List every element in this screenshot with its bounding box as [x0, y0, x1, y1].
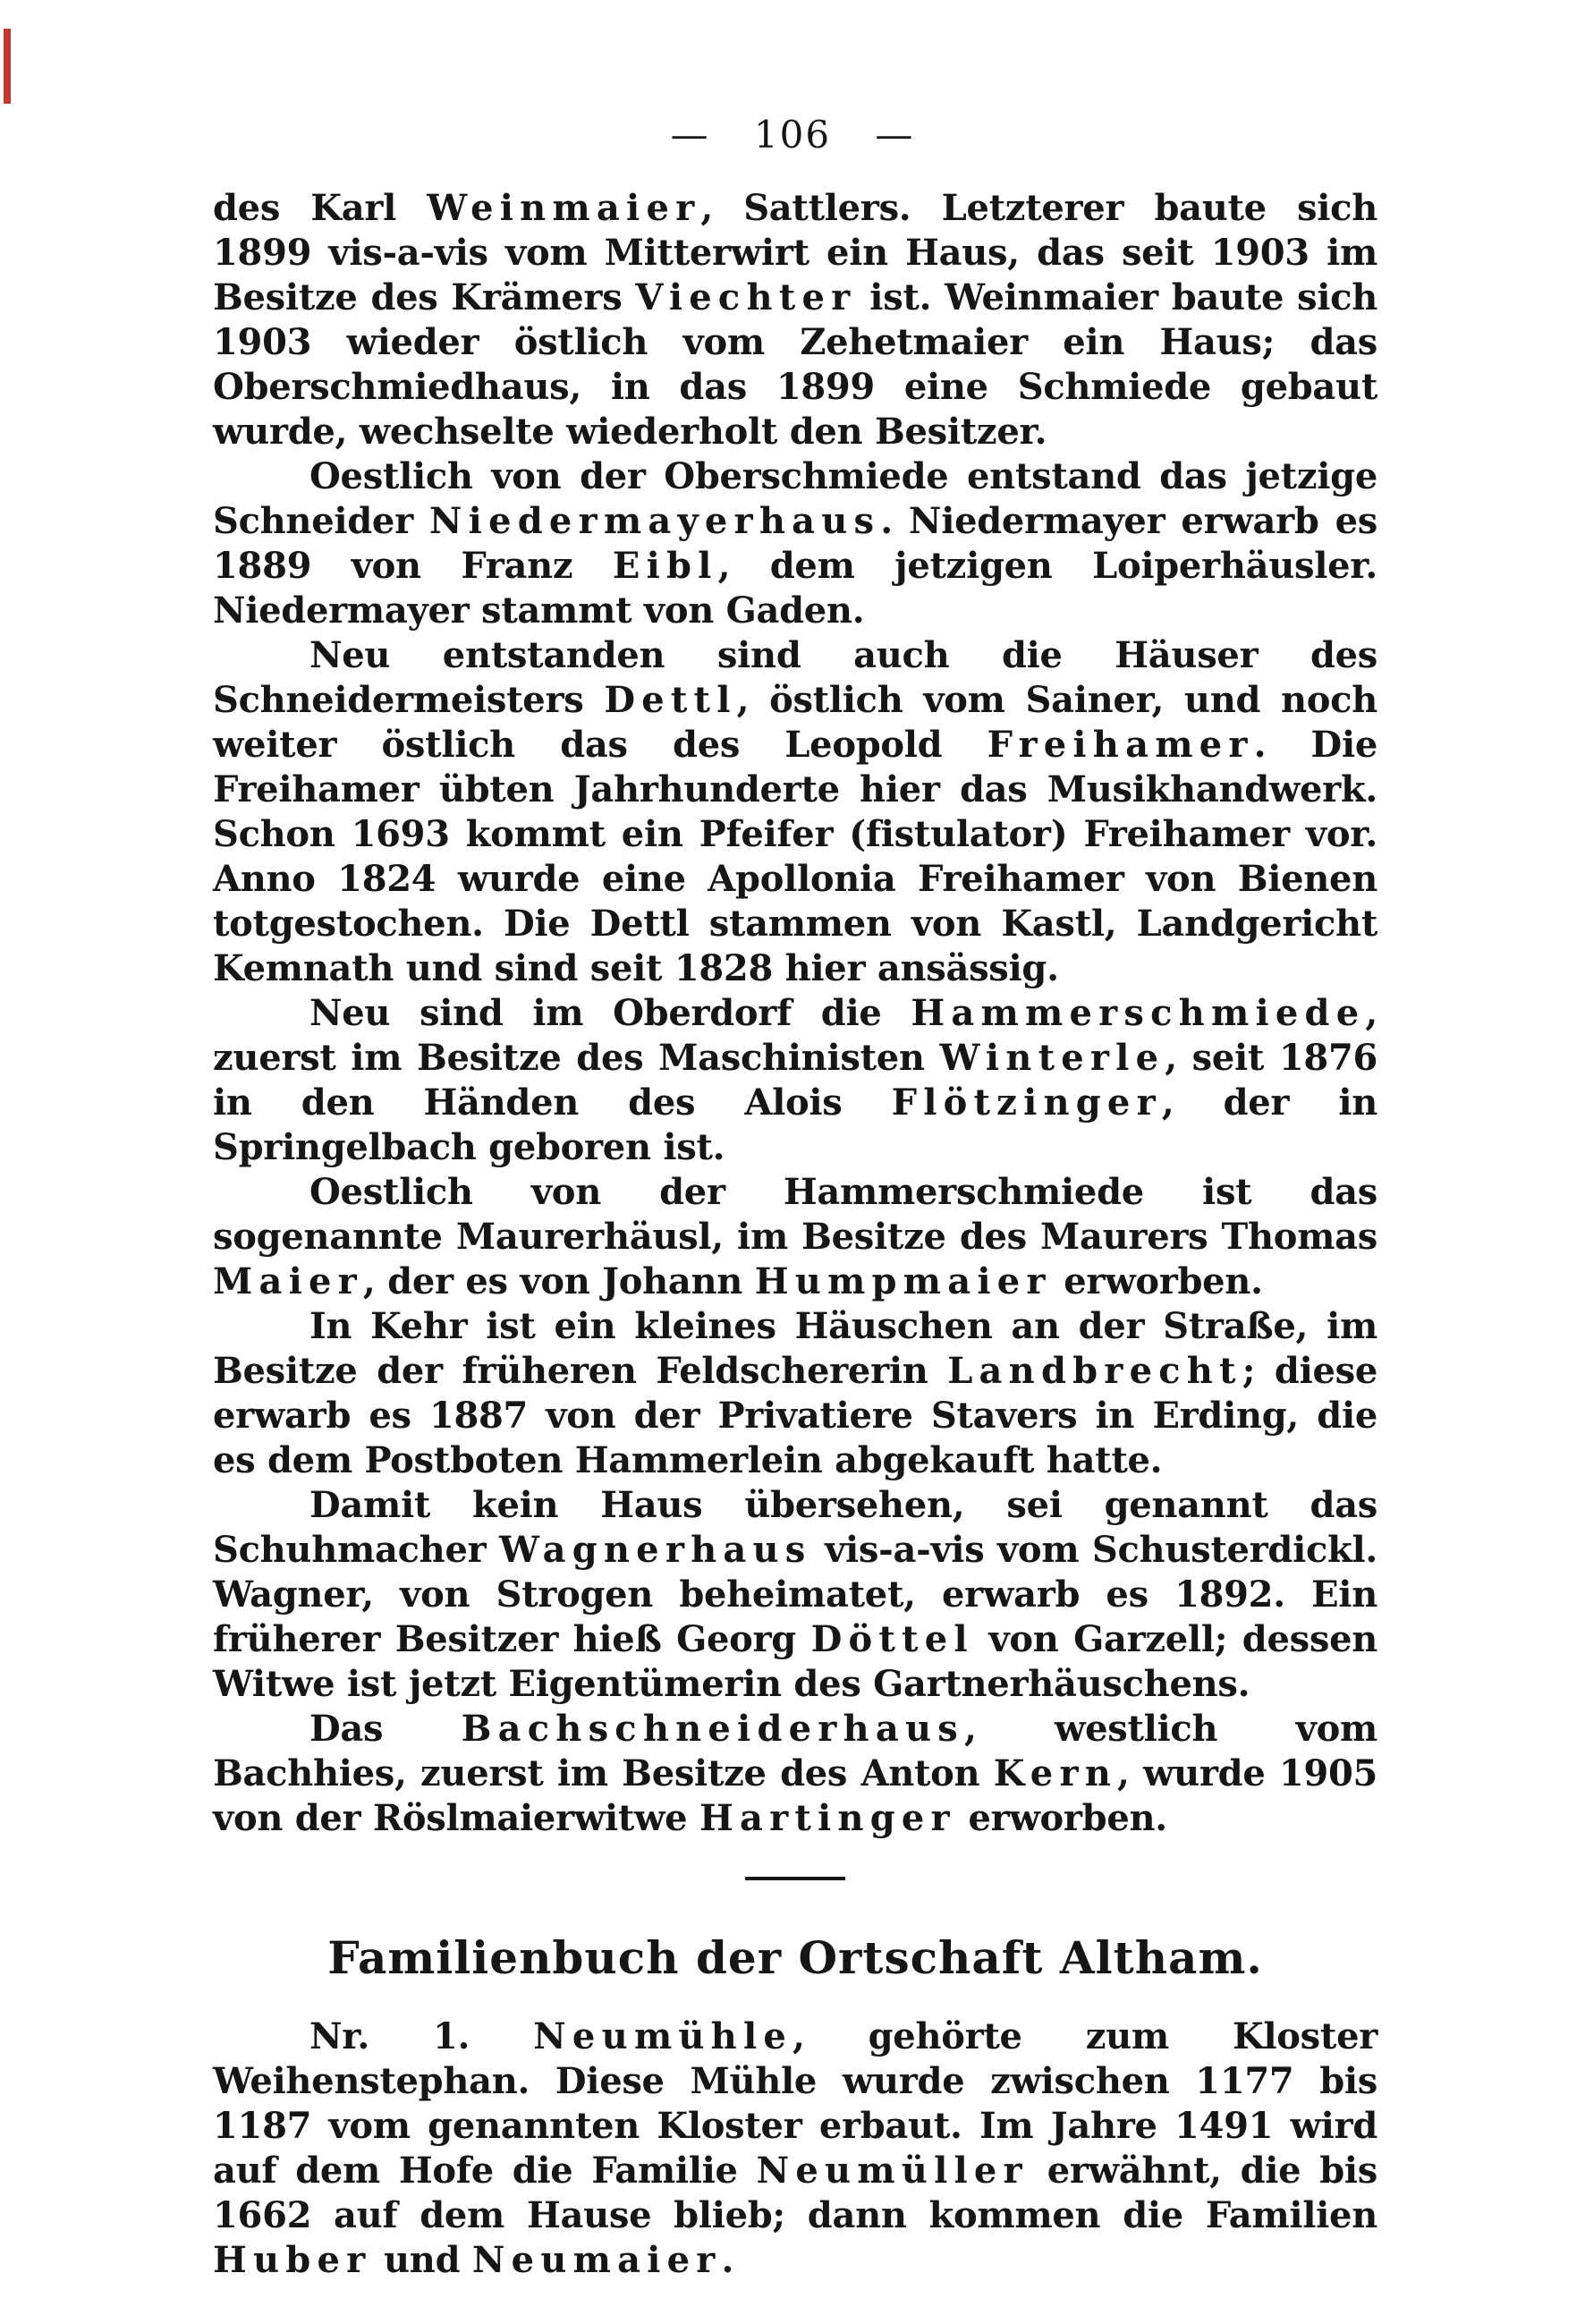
text-run: , seit 1876 in den Händen des Alois [213, 1037, 1378, 1124]
text-run: erworben. [955, 1797, 1167, 1839]
text-run: von Garzell; dessen Witwe ist jetzt Eigentümerin des Gartnerhäuschens. [213, 1618, 1377, 1705]
paragraph [213, 1483, 1377, 1707]
paragraphs-bottom [213, 2014, 1377, 2283]
spaced-name: Hartinger [699, 1797, 956, 1839]
spaced-name: Hammerschmiede [911, 992, 1366, 1034]
text-run: , Sattlers. Letzterer baute sich 1899 vis-a-vis vom Mitterwirt ein Haus, das seit 1903 im Besitze des Krämers [213, 187, 1377, 318]
spaced-name: Neumüller [756, 2150, 1029, 2192]
text-run: Oestlich von der Hammerschmiede ist das sogenannte Maurerhäusl, im Besitze des Maurers Thomas [213, 1171, 1377, 1258]
paragraph [213, 1707, 1377, 1841]
paragraph [213, 1170, 1377, 1304]
text-run: . [721, 2239, 734, 2281]
text-run: ist. Weinmaier baute sich 1903 wieder östlich vom Zehetmaier ein Haus; das Oberschmiedhaus, in das 1899 eine Schmiede gebaut wurde, wechselte wiederholt den Besitzer. [213, 276, 1377, 453]
spaced-name: Bachschneiderhaus [461, 1708, 964, 1750]
text-block [213, 186, 1377, 2283]
spaced-name: Freihamer [987, 724, 1254, 766]
text-run: erworben. [1051, 1260, 1263, 1302]
section-separator-rule [745, 1877, 845, 1880]
paragraph [213, 991, 1377, 1170]
text-run: Damit kein Haus übersehen, sei genannt das Schuhmacher [213, 1484, 1377, 1571]
text-run: , wurde 1905 von der Röslmaierwitwe [213, 1752, 1378, 1839]
text-run: , westlich vom Bachhies, zuerst im Besitze des Anton [213, 1708, 1377, 1794]
spaced-name: Weinmaier [427, 187, 701, 229]
paragraph [213, 454, 1377, 633]
spaced-name: Wagnerhaus [498, 1529, 812, 1571]
spaced-name: Humpmaier [754, 1260, 1052, 1302]
text-run: , der in Springelbach geboren ist. [213, 1081, 1378, 1168]
text-run: Neu sind im Oberdorf die [309, 992, 911, 1034]
spaced-name: Viechter [635, 276, 857, 318]
paragraph [213, 633, 1377, 991]
spaced-name: Kern [993, 1752, 1117, 1794]
text-run: , dem jetzigen Loiperhäusler. Niedermayer stammt von Gaden. [213, 545, 1377, 632]
text-run: vis-a-vis vom Schusterdickl. Wagner, von Strogen beheimatet, erwarb es 1892. Ein früherer Besitzer hieß Georg [213, 1529, 1377, 1660]
text-run: Neu entstanden sind auch die Häuser des Schneidermeisters [213, 634, 1377, 721]
spaced-name: Maier [213, 1260, 363, 1302]
paragraph [213, 186, 1377, 454]
text-run: . Die Freihamer übten Jahrhunderte hier das Musikhandwerk. Schon 1693 kommt ein Pfeifer (fistulator) Freihamer vor. Anno 1824 wurde eine Apollonia Freihamer von Bienen totgestochen. Die Dettl stammen von Kastl, Landgericht Kemnath und sind seit 1828 hier ansässig. [213, 724, 1377, 989]
text-run: Oestlich von der Oberschmiede entstand das jetzige Schneider [213, 455, 1377, 542]
spaced-name: Winterle [939, 1037, 1165, 1079]
text-run: Nr. 1. [309, 2015, 534, 2057]
red-pen-mark [4, 29, 11, 104]
spaced-name: Eibl [612, 545, 718, 587]
spaced-name: Flötzinger [891, 1081, 1162, 1124]
text-run: In Kehr ist ein kleines Häuschen an der Straße, im Besitze der früheren Feldschererin [213, 1305, 1377, 1392]
spaced-name: Dettl [604, 679, 737, 721]
text-run: , der es von Johann [362, 1260, 755, 1302]
spaced-name: Döttel [810, 1618, 974, 1660]
text-run: , zuerst im Besitze des Maschinisten [213, 992, 1377, 1079]
text-run: erwähnt, die bis 1662 auf dem Hause blieb; dann kommen die Familien [213, 2150, 1377, 2236]
page-number: — 106 — [670, 113, 915, 157]
spaced-name: Neumühle [533, 2015, 792, 2057]
text-run: Das [309, 1708, 462, 1750]
text-run: und [371, 2239, 472, 2281]
spaced-name: Niedermayerhaus [428, 500, 881, 542]
paragraph [213, 1304, 1377, 1483]
spaced-name: Landbrecht [947, 1350, 1242, 1392]
text-run: . Niedermayer erwarb es 1889 von Franz [213, 500, 1377, 587]
paragraph [213, 2014, 1377, 2283]
text-run: , gehörte zum Kloster Weihenstephan. Diese Mühle wurde zwischen 1177 bis 1187 vom genannten Kloster erbaut. Im Jahre 1491 wird auf dem Hofe die Familie [213, 2015, 1377, 2192]
text-run: des Karl [213, 187, 428, 229]
paragraphs-top [213, 186, 1377, 1841]
section-heading: Familienbuch der Ortschaft Altham. [327, 1931, 1263, 1984]
text-run: ; diese erwarb es 1887 von der Privatiere Stavers in Erding, die es dem Postboten Hammerlein abgekauft hatte. [213, 1350, 1377, 1481]
spaced-name: Neumaier [471, 2239, 722, 2281]
text-run: , östlich vom Sainer, und noch weiter östlich das des Leopold [213, 679, 1378, 766]
spaced-name: Huber [213, 2239, 372, 2281]
